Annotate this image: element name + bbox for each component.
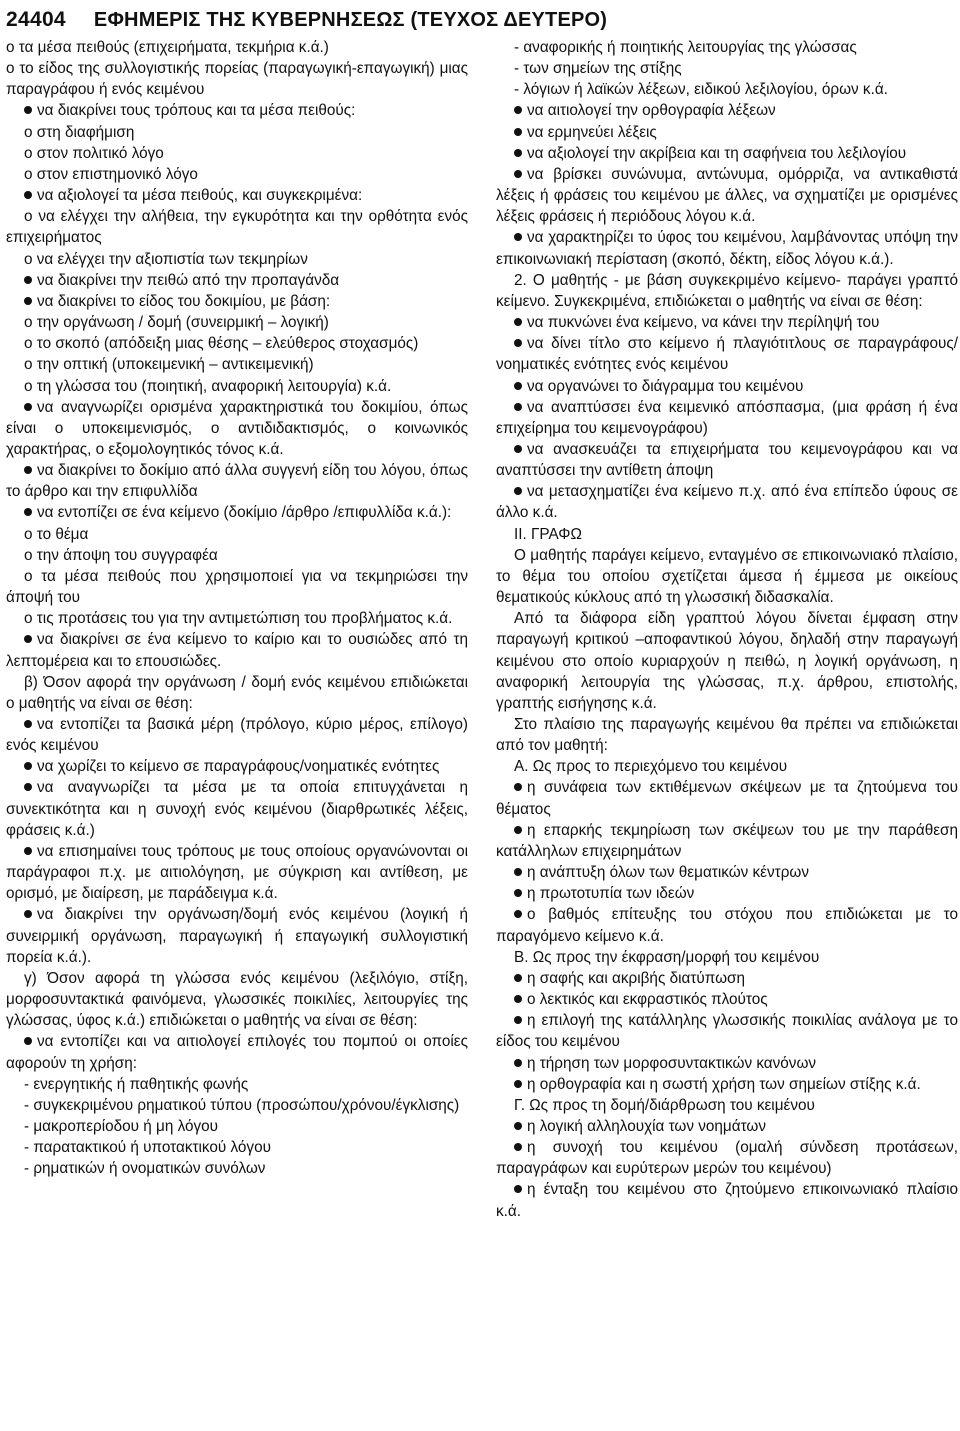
- paragraph-text: ο βαθμός επίτευξης του στόχου που επιδιώκεται με το παραγόμενο κείμενο κ.ά.: [496, 906, 958, 945]
- bullet-item: [496, 1137, 958, 1179]
- bullet-item: [6, 460, 468, 502]
- bullet-item: [6, 100, 468, 121]
- paragraph-text: ο τη γλώσσα του (ποιητική, αναφορική λειτουργία) κ.ά.: [24, 377, 392, 395]
- bullet-item: [6, 270, 468, 291]
- paragraph-text: - των σημείων της στίξης: [514, 60, 682, 78]
- paragraph: [496, 524, 958, 545]
- paragraph-text: η συνάφεια των εκτιθέμενων σκέψεων με τα ζητούμενα του θέματος: [496, 779, 958, 818]
- paragraph-text: ο το θέμα: [24, 525, 89, 543]
- bullet-item: [496, 100, 958, 121]
- paragraph-text: η επιλογή της κατάλληλης γλωσσικής ποικιλίας ανάλογα με το είδος του κειμένου: [496, 1012, 958, 1051]
- paragraph: [6, 1116, 468, 1137]
- bullet-item: [6, 841, 468, 904]
- paragraph: [6, 143, 468, 164]
- bullet-dot-icon: [24, 403, 32, 411]
- paragraph-text: η λογική αλληλουχία των νοημάτων: [527, 1117, 766, 1135]
- paragraph-text: ο τα μέσα πειθούς που χρησιμοποιεί για να τεκμηριώσει την άποψή του: [6, 567, 468, 607]
- paragraph-text: Από τα διάφορα είδη γραπτού λόγου δίνεται έμφαση στην παραγωγή κριτικού –αποφαντικού λόγου, δηλαδή στην παραγωγή κειμένου στο οποίο κυριαρχούν η πειθώ, η λογική οργάνωση, η αναφορική λειτουργία της γλώσσας, π.χ. άρθρου, επιστολής, γραπτής εισήγησης κ.ά.: [496, 610, 958, 712]
- bullet-item: [496, 481, 958, 523]
- right-column: [496, 37, 958, 1222]
- paragraph: [496, 947, 958, 968]
- bullet-item: [496, 1116, 958, 1137]
- bullet-item: [496, 777, 958, 819]
- paragraph: [6, 1074, 468, 1095]
- bullet-dot-icon: [24, 466, 32, 474]
- bullet-item: [496, 1074, 958, 1095]
- paragraph: [6, 968, 468, 1031]
- paragraph-text: η ανάπτυξη όλων των θεματικών κέντρων: [527, 864, 809, 882]
- paragraph: [6, 354, 468, 375]
- left-column: [6, 37, 468, 1179]
- page-header: [6, 6, 956, 34]
- paragraph: [6, 312, 468, 333]
- paragraph-text: η τήρηση των μορφοσυντακτικών κανόνων: [527, 1054, 817, 1072]
- paragraph: [496, 608, 958, 714]
- paragraph-text: να διακρίνει την οργάνωση/δομή ενός κειμένου (λογική ή συνειρμική οργάνωση, παραγωγική ή επαγωγική συλλογιστική πορεία κ.ά.).: [6, 906, 468, 966]
- bullet-dot-icon: [514, 1122, 522, 1130]
- bullet-item: [6, 777, 468, 840]
- paragraph-text: να εντοπίζει τα βασικά μέρη (πρόλογο, κύριο μέρος, επίλογο) ενός κειμένου: [6, 716, 468, 755]
- paragraph-text: να εντοπίζει και να αιτιολογεί επιλογές του πομπού οι οποίες αφορούν τη χρήση:: [6, 1033, 468, 1072]
- bullet-item: [496, 904, 958, 946]
- paragraph: [6, 1137, 468, 1158]
- paragraph-text: να βρίσκει συνώνυμα, αντώνυμα, ομόρριζα, να αντικαθιστά λέξεις ή φράσεις του κειμένου με άλλες, να σχηματίζει με ορισμένες λέξεις φράσεις ή περιόδους λόγου κ.ά.: [496, 165, 958, 226]
- bullet-dot-icon: [514, 128, 522, 136]
- paragraph-text: η πρωτοτυπία των ιδεών: [527, 885, 695, 903]
- bullet-dot-icon: [514, 974, 522, 982]
- paragraph: [6, 524, 468, 545]
- paragraph: [496, 1095, 958, 1116]
- bullet-item: [6, 185, 468, 206]
- paragraph-text: ο τις προτάσεις του για την αντιμετώπιση του προβλήματος κ.ά.: [24, 610, 453, 628]
- paragraph-text: να χωρίζει το κείμενο σε παραγράφους/νοηματικές ενότητες: [37, 758, 440, 776]
- paragraph-text: να αναγνωρίζει ορισμένα χαρακτηριστικά του δοκιμίου, όπως είναι ο υποκειμενισμός, ο αντιδιδακτισμός, ο κοινωνικός χαρακτήρας, ο εξομολογητικός τόνος κ.ά.: [6, 398, 468, 458]
- paragraph-text: να αναγνωρίζει τα μέσα με τα οποία επιτυγχάνεται η συνεκτικότητα και η συνοχή ενός κειμένου (διαρθρωτικές λέξεις, φράσεις κ.ά.): [6, 779, 468, 839]
- paragraph-text: να ανασκευάζει τα επιχειρήματα του κειμενογράφου και να αναπτύσσει την αντίθετη άποψη: [496, 440, 958, 480]
- bullet-dot-icon: [514, 339, 522, 347]
- bullet-dot-icon: [514, 1080, 522, 1088]
- bullet-dot-icon: [24, 635, 32, 643]
- bullet-dot-icon: [514, 1016, 522, 1024]
- bullet-dot-icon: [514, 889, 522, 897]
- paragraph: [6, 206, 468, 248]
- paragraph: [6, 545, 468, 566]
- bullet-dot-icon: [514, 826, 522, 834]
- bullet-item: [6, 904, 468, 967]
- paragraph-text: η ένταξη του κειμένου στο ζητούμενο επικοινωνιακό πλαίσιο κ.ά.: [496, 1181, 958, 1220]
- paragraph: [6, 1095, 468, 1116]
- paragraph-text: ο την οπτική (υποκειμενική – αντικειμενική): [24, 356, 314, 374]
- bullet-item: [496, 968, 958, 989]
- bullet-dot-icon: [514, 783, 522, 791]
- paragraph-text: να ερμηνεύει λέξεις: [527, 123, 657, 141]
- gazette-title: ΕΦΗΜΕΡΙΣ ΤΗΣ ΚΥΒΕΡΝΗΣΕΩΣ (ΤΕΥΧΟΣ ΔΕΥΤΕΡΟ): [93, 8, 608, 31]
- paragraph: [496, 58, 958, 79]
- paragraph-text: ο λεκτικός και εκφραστικός πλούτος: [527, 991, 768, 1009]
- bullet-dot-icon: [514, 403, 522, 411]
- paragraph-text: να επισημαίνει τους τρόπους με τους οποίους οργανώνονται οι παράγραφοι π.χ. με αιτιολόγηση, με σύγκριση και αντίθεση, με ορισμό, με διαίρεση, με παράδειγμα κ.ά.: [6, 842, 468, 903]
- bullet-item: [496, 1179, 958, 1221]
- bullet-dot-icon: [24, 847, 32, 855]
- paragraph-text: ο στη διαφήμιση: [24, 123, 135, 141]
- paragraph-text: ο στον επιστημονικό λόγο: [24, 165, 198, 183]
- paragraph-text: ο να ελέγχει την αλήθεια, την εγκυρότητα και την ορθότητα ενός επιχειρήματος: [6, 208, 468, 247]
- bullet-item: [496, 312, 958, 333]
- bullet-dot-icon: [24, 106, 32, 114]
- paragraph-text: - ενεργητικής ή παθητικής φωνής: [24, 1075, 249, 1093]
- bullet-item: [6, 1031, 468, 1073]
- paragraph-text: να διακρίνει σε ένα κείμενο το καίριο και το ουσιώδες από τη λεπτομέρεια και το επουσιώδες.: [6, 631, 468, 670]
- paragraph-text: ο την άποψη του συγγραφέα: [24, 546, 218, 564]
- paragraph-text: - συγκεκριμένου ρηματικού τύπου (προσώπου/χρόνου/έγκλισης): [24, 1096, 460, 1114]
- paragraph-text: να διακρίνει τους τρόπους και τα μέσα πειθούς:: [37, 102, 356, 120]
- paragraph: [496, 756, 958, 777]
- bullet-dot-icon: [514, 318, 522, 326]
- paragraph-text: γ) Όσον αφορά τη γλώσσα ενός κειμένου (λεξιλόγιο, στίξη, μορφοσυντακτικά φαινόμενα, γλωσσικές ποικιλίες, λειτουργίες της γλώσσας, ύφος κ.ά.) επιδιώκεται ο μαθητής να είναι σε θέση:: [6, 969, 468, 1030]
- bullet-dot-icon: [514, 995, 522, 1003]
- paragraph-text: Γ. Ως προς τη δομή/διάρθρωση του κειμένου: [514, 1096, 815, 1114]
- bullet-item: [6, 291, 468, 312]
- paragraph-text: να μετασχηματίζει ένα κείμενο π.χ. από ένα επίπεδο ύφους σε άλλο κ.ά.: [496, 483, 958, 522]
- paragraph-text: ο το σκοπό (απόδειξη μιας θέσης – ελεύθερος στοχασμός): [24, 335, 419, 353]
- paragraph-text: ο στον πολιτικό λόγο: [24, 144, 164, 162]
- paragraph-text: ΙΙ. ΓΡΑΦΩ: [514, 525, 582, 543]
- bullet-dot-icon: [24, 762, 32, 770]
- bullet-item: [496, 1010, 958, 1052]
- paragraph-text: να δίνει τίτλο στο κείμενο ή πλαγιότιτλους σε παραγράφους/νοηματικές ενότητες ενός κειμένου: [496, 335, 958, 374]
- paragraph-text: - μακροπερίοδου ή μη λόγου: [24, 1117, 219, 1135]
- paragraph: [6, 566, 468, 608]
- paragraph-text: Στο πλαίσιο της παραγωγής κειμένου θα πρέπει να επιδιώκεται από τον μαθητή:: [496, 716, 958, 755]
- paragraph-text: β) Όσον αφορά την οργάνωση / δομή ενός κειμένου επιδιώκεται ο μαθητής να είναι σε θέση:: [6, 673, 468, 712]
- paragraph-text: να οργανώνει το διάγραμμα του κειμένου: [527, 377, 804, 395]
- bullet-item: [496, 862, 958, 883]
- paragraph-text: Α. Ως προς το περιεχόμενο του κειμένου: [514, 758, 788, 776]
- bullet-dot-icon: [514, 487, 522, 495]
- paragraph-text: να αναπτύσσει ένα κειμενικό απόσπασμα, (μια φράση ή ένα επιχείρημα του κειμενογράφου): [496, 398, 958, 437]
- bullet-dot-icon: [24, 1037, 32, 1045]
- bullet-dot-icon: [24, 191, 32, 199]
- paragraph-text: ο την οργάνωση / δομή (συνειρμική – λογική): [24, 314, 329, 332]
- paragraph-text: - παρατακτικού ή υποτακτικού λόγου: [24, 1139, 271, 1157]
- bullet-dot-icon: [514, 170, 522, 178]
- paragraph: [496, 545, 958, 608]
- bullet-dot-icon: [514, 1143, 522, 1151]
- paragraph-text: να διακρίνει το είδος του δοκιμίου, με βάση:: [37, 292, 331, 310]
- paragraph-text: να αιτιολογεί την ορθογραφία λέξεων: [527, 102, 776, 120]
- paragraph: [496, 37, 958, 58]
- bullet-item: [496, 989, 958, 1010]
- bullet-dot-icon: [514, 445, 522, 453]
- paragraph-text: να πυκνώνει ένα κείμενο, να κάνει την περίληψή του: [527, 314, 880, 332]
- bullet-dot-icon: [24, 910, 32, 918]
- bullet-item: [496, 122, 958, 143]
- paragraph-text: - λόγιων ή λαϊκών λέξεων, ειδικού λεξιλογίου, όρων κ.ά.: [514, 81, 888, 99]
- bullet-dot-icon: [24, 783, 32, 791]
- bullet-item: [6, 502, 468, 523]
- page-number: 24404: [6, 8, 66, 31]
- paragraph-text: - αναφορικής ή ποιητικής λειτουργίας της γλώσσας: [514, 39, 857, 56]
- paragraph: [496, 714, 958, 756]
- bullet-dot-icon: [514, 1059, 522, 1067]
- paragraph-text: να χαρακτηρίζει το ύφος του κειμένου, λαμβάνοντας υπόψη την επικοινωνιακή περίσταση (σκοπό, δέκτη, είδος λόγου κ.ά.).: [496, 229, 958, 268]
- bullet-item: [496, 820, 958, 862]
- paragraph: [6, 333, 468, 354]
- paragraph-text: η επαρκής τεκμηρίωση των σκέψεων του με την παράθεση κατάλληλων επιχειρημάτων: [496, 821, 958, 860]
- bullet-dot-icon: [514, 106, 522, 114]
- paragraph: [6, 608, 468, 629]
- bullet-dot-icon: [514, 233, 522, 241]
- bullet-item: [6, 756, 468, 777]
- paragraph-text: - ρηματικών ή ονοματικών συνόλων: [24, 1160, 266, 1178]
- bullet-item: [496, 376, 958, 397]
- paragraph-text: Ο μαθητής παράγει κείμενο, ενταγμένο σε επικοινωνιακό πλαίσιο, το θέμα του οποίου σχετίζεται άμεσα ή έμμεσα με οικείους θεματικούς κύκλους από τη γλωσσική διδασκαλία.: [496, 546, 958, 607]
- bullet-dot-icon: [24, 720, 32, 728]
- bullet-dot-icon: [24, 508, 32, 516]
- paragraph-text: ο να ελέγχει την αξιοπιστία των τεκμηρίων: [24, 250, 308, 268]
- bullet-dot-icon: [514, 149, 522, 157]
- bullet-dot-icon: [24, 297, 32, 305]
- paragraph-text: να διακρίνει την πειθώ από την προπαγάνδα: [37, 271, 340, 289]
- paragraph: [6, 672, 468, 714]
- paragraph: [6, 1158, 468, 1179]
- bullet-item: [496, 439, 958, 481]
- bullet-item: [6, 714, 468, 756]
- bullet-item: [496, 143, 958, 164]
- paragraph-text: η σαφής και ακριβής διατύπωση: [527, 969, 745, 987]
- paragraph: [496, 270, 958, 312]
- paragraph-text: Β. Ως προς την έκφραση/μορφή του κειμένου: [514, 948, 820, 966]
- paragraph-text: να αξιολογεί την ακρίβεια και τη σαφήνεια του λεξιλογίου: [527, 144, 907, 162]
- bullet-item: [496, 883, 958, 904]
- bullet-item: [496, 227, 958, 269]
- bullet-dot-icon: [24, 276, 32, 284]
- paragraph: [6, 249, 468, 270]
- bullet-item: [6, 397, 468, 460]
- paragraph-text: ο τα μέσα πειθούς (επιχειρήματα, τεκμήρια κ.ά.): [6, 39, 329, 56]
- paragraph: [6, 58, 468, 100]
- paragraph: [6, 164, 468, 185]
- bullet-item: [496, 164, 958, 227]
- paragraph-text: να διακρίνει το δοκίμιο από άλλα συγγενή είδη του λόγου, όπως το άρθρο και την επιφυλλίδα: [6, 462, 468, 501]
- bullet-item: [496, 397, 958, 439]
- bullet-dot-icon: [514, 910, 522, 918]
- paragraph: [496, 79, 958, 100]
- bullet-dot-icon: [514, 1185, 522, 1193]
- paragraph-text: 2. Ο μαθητής - με βάση συγκεκριμένο κείμενο- παράγει γραπτό κείμενο. Συγκεκριμένα, επιδιώκεται ο μαθητής να είναι σε θέση:: [496, 271, 958, 310]
- paragraph: [6, 376, 468, 397]
- paragraph: [6, 122, 468, 143]
- bullet-dot-icon: [514, 868, 522, 876]
- bullet-dot-icon: [514, 382, 522, 390]
- paragraph-text: να αξιολογεί τα μέσα πειθούς, και συγκεκριμένα:: [37, 187, 363, 205]
- paragraph-text: να εντοπίζει σε ένα κείμενο (δοκίμιο /άρθρο /επιφυλλίδα κ.ά.):: [37, 504, 452, 522]
- paragraph-text: η συνοχή του κειμένου (ομαλή σύνδεση προτάσεων, παραγράφων και ευρύτερων μερών του κειμένου): [496, 1139, 958, 1178]
- paragraph: [6, 37, 468, 58]
- paragraph-text: ο το είδος της συλλογιστικής πορείας (παραγωγική-επαγωγική) μιας παραγράφου ή ενός κειμένου: [6, 60, 468, 99]
- bullet-item: [496, 333, 958, 375]
- bullet-item: [6, 629, 468, 671]
- paragraph-text: η ορθογραφία και η σωστή χρήση των σημείων στίξης κ.ά.: [527, 1075, 921, 1093]
- bullet-item: [496, 1053, 958, 1074]
